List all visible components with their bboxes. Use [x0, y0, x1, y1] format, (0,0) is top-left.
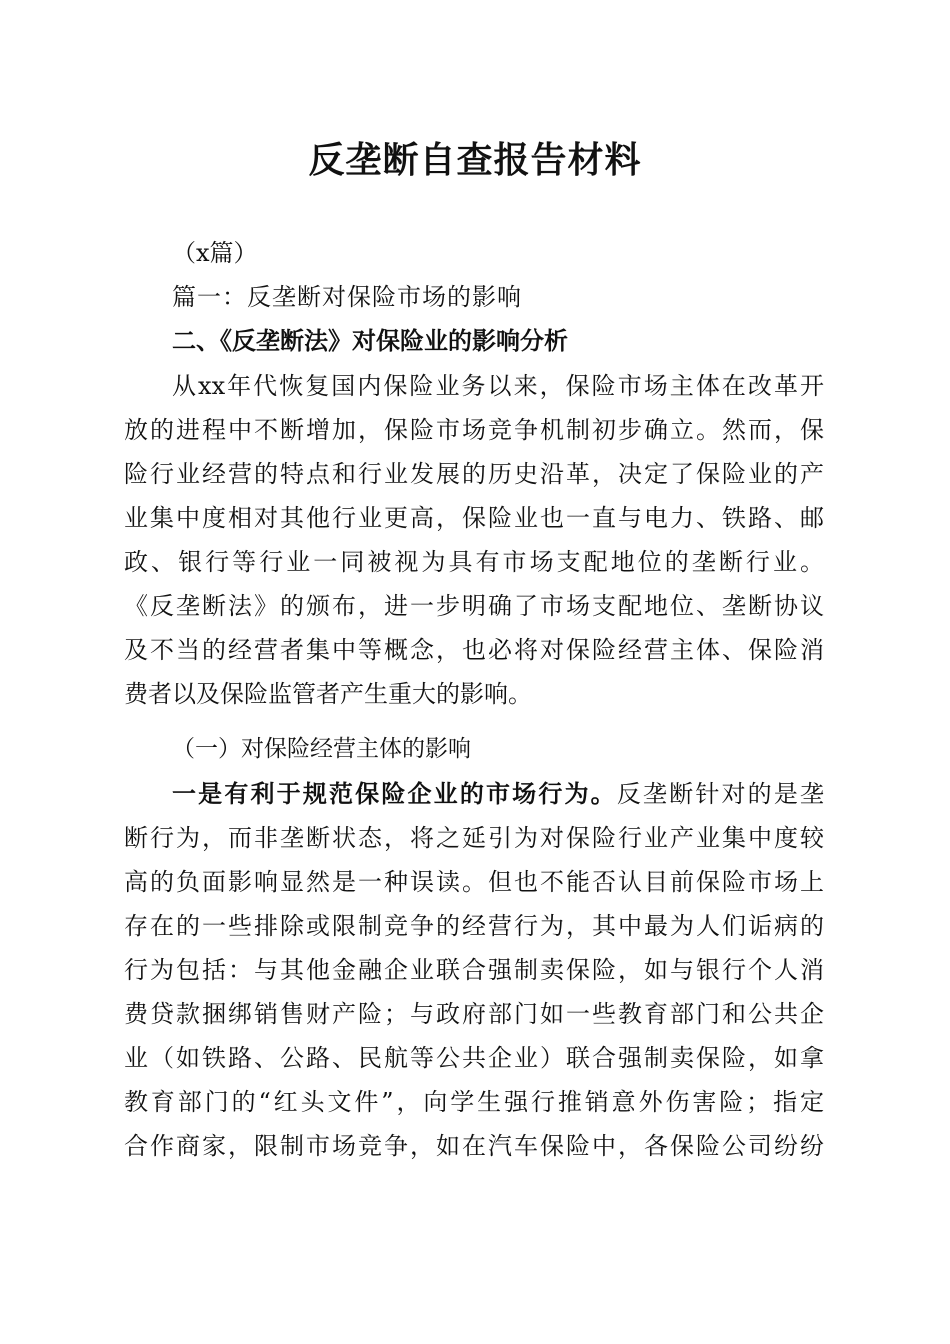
section-two-heading: 二、《反垄断法》对保险业的影响分析 [172, 327, 568, 355]
paragraph-2-line: 教育部门的“红头文件”，向学生强行推销意外伤害险；指定 [124, 1088, 824, 1116]
paragraph-1-line: 费者以及保险监管者产生重大的影响。 [124, 680, 532, 708]
subsection-one-heading: （一）对保险经营主体的影响 [172, 736, 471, 762]
paragraph-2-line: 存在的一些排除或限制竞争的经营行为，其中最为人们诟病的 [124, 912, 824, 940]
paragraph-1-line: 险行业经营的特点和行业发展的历史沿革，决定了保险业的产 [124, 460, 824, 488]
paragraph-1 [124, 364, 824, 716]
document-subtitle: （x篇） [172, 239, 258, 267]
paragraph-2-line: 业（如铁路、公路、民航等公共企业）联合强制卖保险，如拿 [124, 1044, 824, 1072]
paragraph-1-line: 放的进程中不断增加，保险市场竞争机制初步确立。然而，保 [124, 416, 824, 444]
paragraph-2 [124, 772, 824, 1168]
paragraph-2-line: 合作商家，限制市场竞争，如在汽车保险中，各保险公司纷纷 [124, 1132, 824, 1160]
paragraph-1-line: 及不当的经营者集中等概念，也必将对保险经营主体、保险消 [124, 636, 824, 664]
paragraph-1-line: 从xx年代恢复国内保险业务以来，保险市场主体在改革开 [172, 372, 824, 400]
paragraph-2-line: 断行为，而非垄断状态，将之延引为对保险行业产业集中度较 [124, 824, 824, 852]
paragraph-1-line: 政、银行等行业一同被视为具有市场支配地位的垄断行业。 [124, 548, 824, 576]
paragraph-2-line: 费贷款捆绑销售财产险；与政府部门如一些教育部门和公共企 [124, 1000, 824, 1028]
paragraph-2-lead: 一是有利于规范保险企业的市场行为。 [172, 779, 617, 808]
paragraph-1-line: 业集中度相对其他行业更高，保险业也一直与电力、铁路、邮 [124, 504, 824, 532]
paragraph-2-line: 行为包括：与其他金融企业联合强制卖保险，如与银行个人消 [124, 956, 824, 984]
paragraph-1-line: 《反垄断法》的颁布，进一步明确了市场支配地位、垄断协议 [124, 592, 824, 620]
paragraph-2-first-line [124, 772, 824, 816]
paragraph-2-first-rest: 反垄断针对的是垄 [616, 780, 825, 808]
document-title: 反垄断自查报告材料 [308, 139, 642, 181]
paragraph-2-line: 高的负面影响显然是一种误读。但也不能否认目前保险市场上 [124, 868, 824, 896]
part-one-heading: 篇一：反垄断对保险市场的影响 [172, 283, 522, 311]
